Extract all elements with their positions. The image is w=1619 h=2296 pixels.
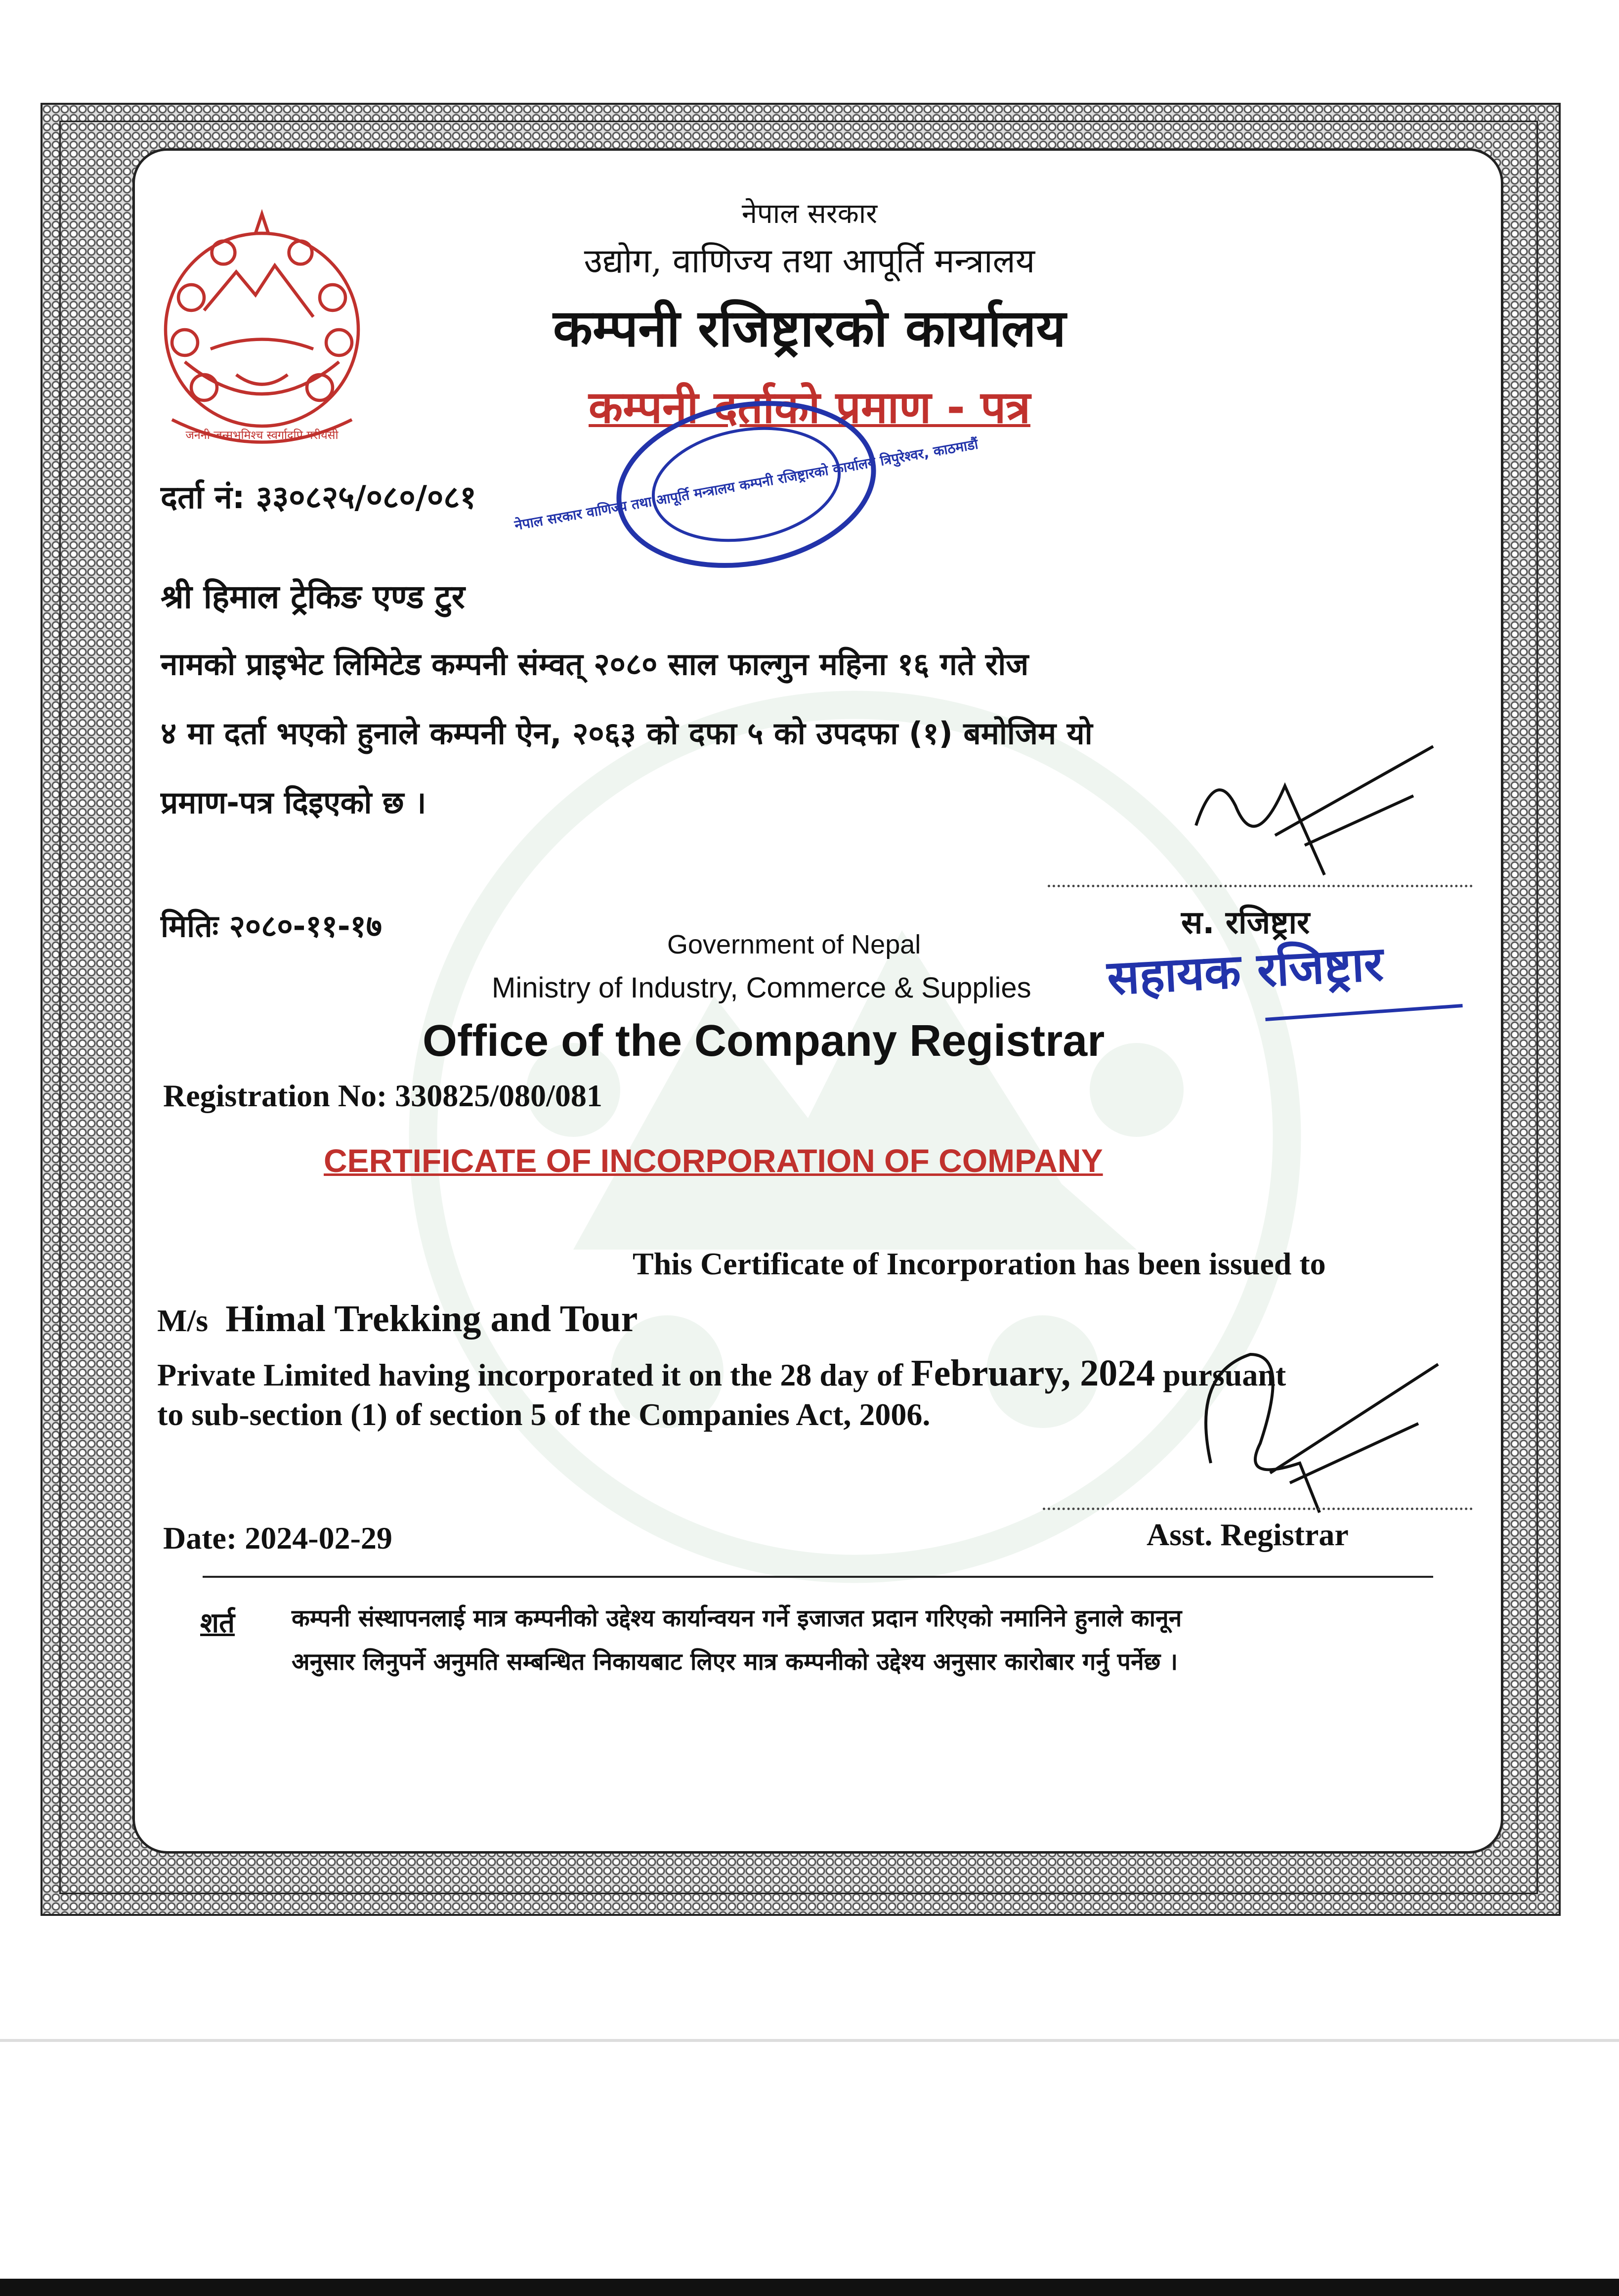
issued-line: This Certificate of Incorporation has been issued to — [633, 1246, 1326, 1281]
company-name-en: Himal Trekking and Tour — [225, 1298, 638, 1340]
govt-en: Government of Nepal — [667, 930, 921, 959]
office-en: Office of the Company Registrar — [423, 1016, 1105, 1066]
reg-no-np: दर्ता नं: ३३०८२५/०८०/०८१ — [161, 479, 476, 516]
certificate-title-np: कम्पनी दर्ताको प्रमाण - पत्र — [589, 382, 1030, 433]
seal-text: नेपाल सरकार वाणिज्य तथा आपूर्ति मन्त्रालय कम्पनी रजिष्ट्रारको कार्यालय त्रिपुरेश्वर, काठमाडौं — [513, 435, 980, 534]
reg-no-en: Registration No: 330825/080/081 — [163, 1078, 602, 1113]
body-line2-en: to sub-section (1) of section 5 of the Companies Act, 2006. — [157, 1397, 931, 1432]
office-np: कम्पनी रजिष्ट्रारको कार्यालय — [553, 298, 1066, 358]
company-name-np: श्री हिमाल ट्रेकिङ एण्ड टुर — [161, 578, 465, 616]
page-edge — [0, 2039, 1619, 2042]
signature-line-en — [1043, 1508, 1473, 1510]
signature-line-np — [1048, 885, 1473, 887]
body-line1-start: Private Limited having incorporated it on the 28 day of — [157, 1357, 911, 1392]
signatory-en: Asst. Registrar — [1147, 1517, 1349, 1552]
date-en: Date: 2024-02-29 — [163, 1520, 392, 1556]
terms-label: शर्त — [200, 1607, 235, 1639]
body-line2-np: ४ मा दर्ता भएको हुनाले कम्पनी ऐन, २०६३ को दफा ५ को उपदफा (१) बमोजिम यो — [161, 715, 1093, 751]
body-line1-en — [157, 1352, 1286, 1395]
signatory-np: स. रजिष्ट्रार — [1181, 905, 1310, 941]
registrar-signature-np — [1176, 727, 1453, 885]
ministry-np: उद्योग, वाणिज्य तथा आपूर्ति मन्त्रालय — [584, 242, 1035, 281]
ministry-en: Ministry of Industry, Commerce & Supplies — [492, 972, 1031, 1004]
official-seal-stamp — [513, 390, 980, 578]
scan-edge-bar — [0, 2279, 1619, 2296]
incorporation-month-year: February, 2024 — [911, 1352, 1155, 1394]
certificate-title-en: CERTIFICATE OF INCORPORATION OF COMPANY — [324, 1142, 1103, 1179]
date-np: मितिः २०८०-११-१७ — [161, 908, 383, 944]
body-line1-np: नामको प्राइभेट लिमिटेड कम्पनी संम्वत् २०८० साल फाल्गुन महिना १६ गते रोज — [161, 646, 1029, 682]
govt-np: नेपाल सरकार — [741, 198, 878, 230]
terms-line1: कम्पनी संस्थापनलाई मात्र कम्पनीको उद्देश्य कार्यान्वयन गर्ने इजाजत प्रदान गरिएको नमानिने हुनाले कानून — [292, 1604, 1182, 1632]
asst-registrar-stamp: सहायक रजिष्ट्रार — [1106, 936, 1385, 1006]
company-line-en — [157, 1298, 638, 1341]
ms-prefix: M/s — [157, 1303, 209, 1338]
registrar-signature-en — [1171, 1335, 1448, 1522]
terms-line2: अनुसार लिनुपर्ने अनुमति सम्बन्धित निकायबाट लिएर मात्र कम्पनीको उद्देश्य अनुसार कारोबार गर्नु पर्नेछ । — [292, 1648, 1178, 1676]
body-line3-np: प्रमाण-पत्र दिइएको छ । — [161, 784, 426, 821]
terms-divider — [203, 1576, 1433, 1578]
body-line1-end: pursuant — [1155, 1357, 1286, 1392]
emblem-motto: जननी जन्मभूमिश्च स्वर्गादपि गरीयसी — [185, 428, 339, 442]
